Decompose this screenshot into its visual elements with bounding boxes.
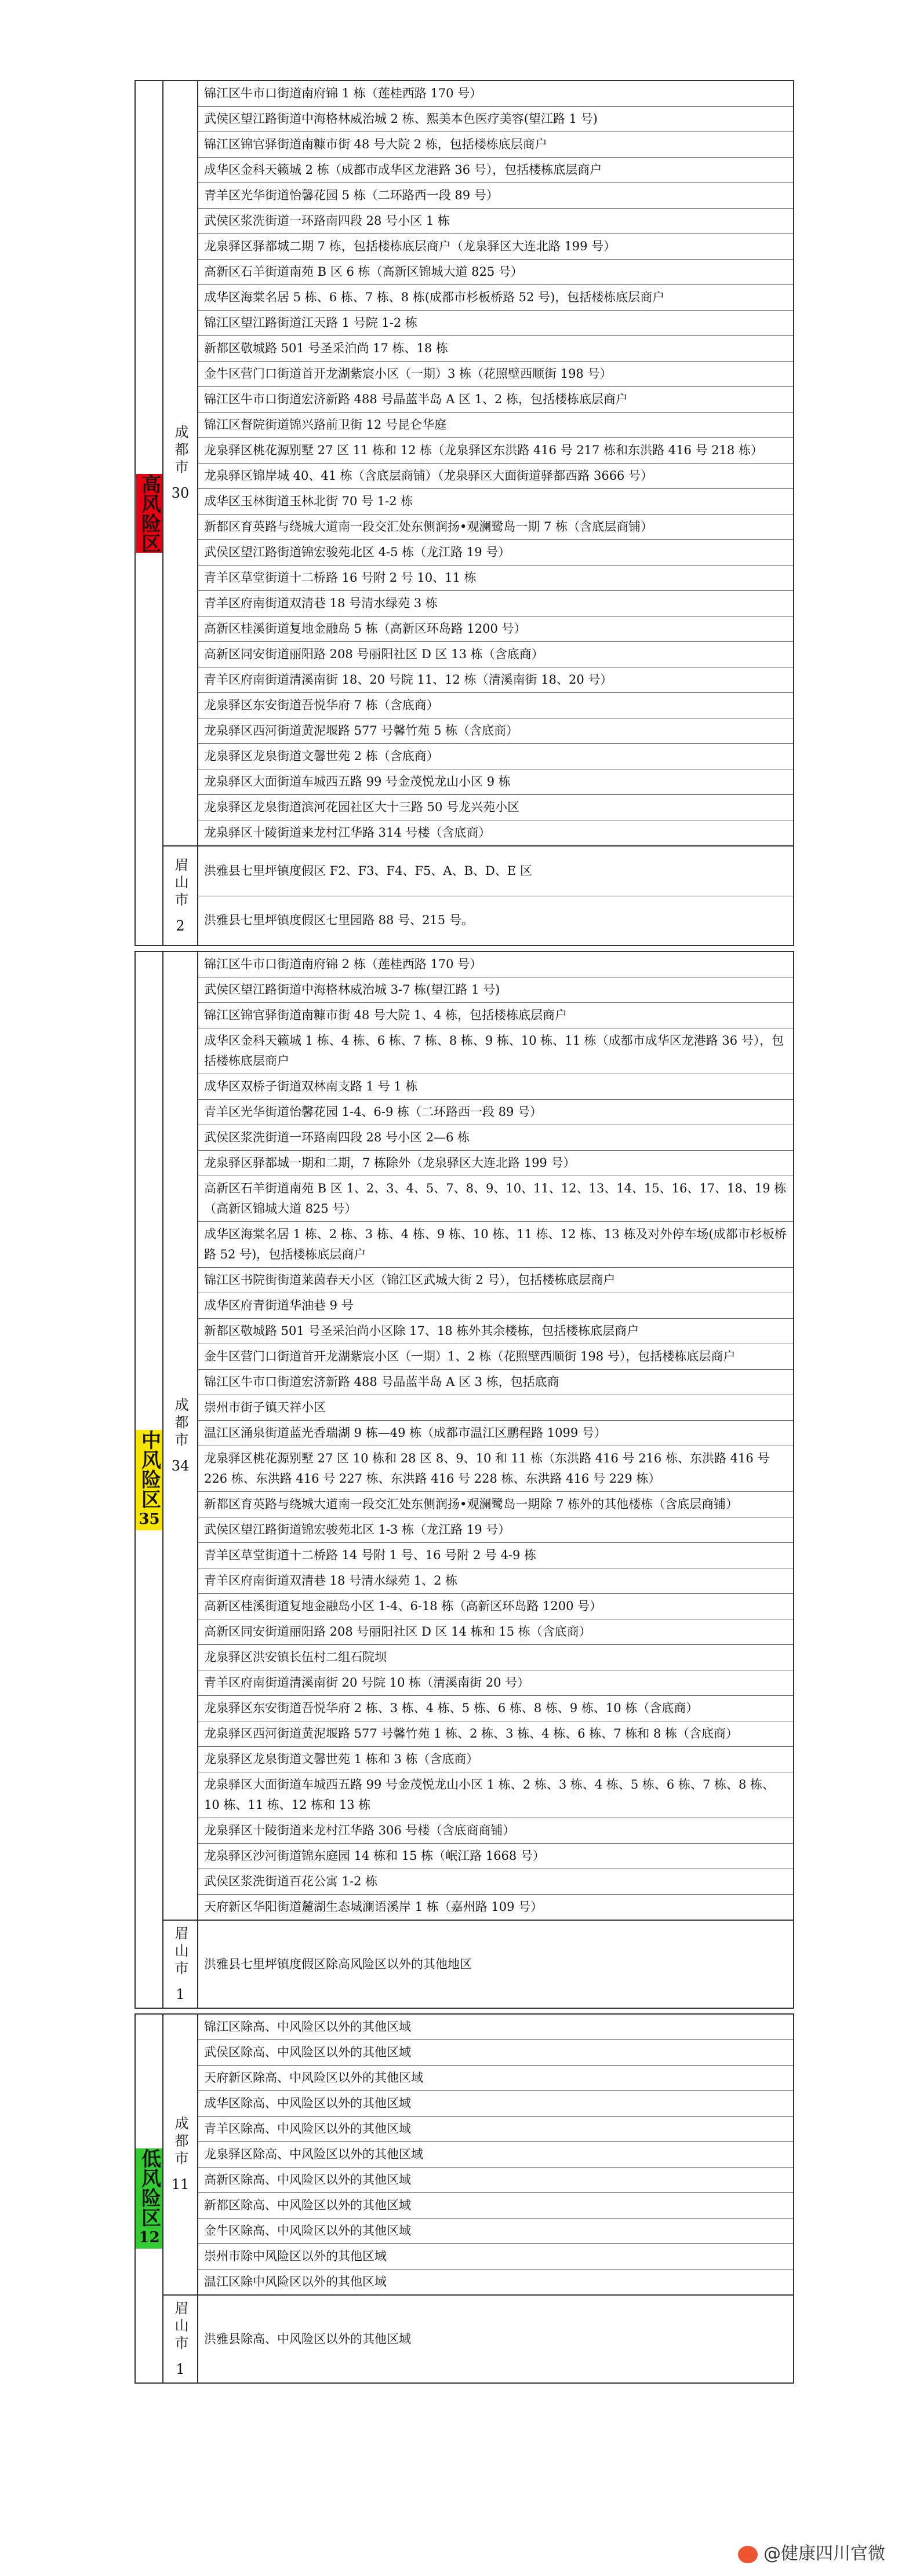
risk-level-text: 高风险区	[137, 473, 161, 553]
city-count: 1	[176, 2360, 185, 2377]
city-name: 成都市	[172, 425, 188, 477]
city-group	[162, 951, 794, 1920]
table-row: 武侯区浆洗街道百花公寓 1-2 栋	[198, 1869, 793, 1894]
city-count: 34	[171, 1457, 190, 1474]
city-group	[162, 2294, 794, 2384]
table-row: 锦江区牛市口街道宏济新路 488 号晶蓝半岛 A 区 3 栋，包括底商	[198, 1369, 793, 1395]
table-row: 锦江区书院街街道莱茵春天小区（锦江区武城大街 2 号），包括楼栋底层商户	[198, 1267, 793, 1293]
risk-level-cell	[134, 80, 162, 946]
table-row: 龙泉驿区西河街道黄泥堰路 577 号馨竹苑 1 栋、2 栋、3 栋、4 栋、6 栋、7 栋和 8 栋（含底商）	[198, 1721, 793, 1746]
risk-level-count: 35	[139, 1510, 160, 1528]
table-row: 成华区玉林街道玉林北街 70 号 1-2 栋	[198, 488, 793, 514]
table-row: 锦江区牛市口街道南府锦 2 栋（莲桂西路 170 号）	[204, 957, 482, 971]
table-row: 龙泉驿区十陵街道来龙村江华路 306 号楼（含底商商铺）	[198, 1818, 793, 1843]
table-row: 龙泉驿区西河街道黄泥堰路 577 号馨竹苑 5 栋（含底商）	[198, 718, 793, 743]
table-row: 高新区石羊街道南苑 B 区 6 栋（高新区锦城大道 825 号）	[198, 259, 793, 284]
city-name: 成都市	[172, 1397, 188, 1450]
table-row: 新都区育英路与绕城大道南一段交汇处东侧润扬•观澜鹭岛一期 7 栋（含底层商铺）	[198, 514, 793, 539]
table-row: 龙泉驿区十陵街道来龙村江华路 314 号楼（含底商）	[198, 820, 793, 845]
table-row: 青羊区府南街道双清巷 18 号清水绿苑 1、2 栋	[198, 1568, 793, 1593]
table-row: 青羊区草堂街道十二桥路 16 号附 2 号 10、11 栋	[198, 565, 793, 590]
risk-level-count: 12	[139, 2229, 160, 2246]
risk-level-text: 低风险区	[137, 2148, 161, 2227]
table-row: 锦江区督院街道锦兴路前卫街 12 号昆仑华庭	[198, 412, 793, 437]
city-group	[162, 1920, 794, 2009]
table-row: 青羊区府南街道双清巷 18 号清水绿苑 3 栋	[198, 590, 793, 616]
table-row: 青羊区除高、中风险区以外的其他区域	[198, 2116, 793, 2141]
table-row: 成华区双桥子街道双林南支路 1 号 1 栋	[198, 1074, 793, 1099]
table-row: 温江区除中风险区以外的其他区域	[198, 2269, 793, 2294]
table-row: 锦江区牛市口街道南府锦 1 栋（莲桂西路 170 号）	[204, 86, 482, 100]
city-count: 11	[171, 2176, 190, 2192]
risk-level-cell	[134, 2013, 162, 2384]
city-name: 眉山市	[172, 857, 188, 910]
table-row: 锦江区锦官驿街道南糠市街 48 号大院 1、4 栋，包括楼栋底层商户	[198, 1002, 793, 1028]
city-group	[162, 845, 794, 946]
table-row: 龙泉驿区龙泉街道文馨世苑 1 栋和 3 栋（含底商）	[198, 1746, 793, 1772]
table-row: 龙泉驿区龙泉街道滨河花园社区大十三路 50 号龙兴苑小区	[198, 794, 793, 820]
table-row: 金牛区营门口街道首开龙湖紫宸小区（一期）1、2 栋（花照壁西顺街 198 号），包括楼栋底层商户	[198, 1344, 793, 1369]
risk-level-label	[136, 474, 162, 553]
city-cell	[163, 846, 198, 945]
table-row: 锦江区除高、中风险区以外的其他区域	[204, 2020, 411, 2034]
table-row: 新都区育英路与绕城大道南一段交汇处东侧润扬•观澜鹭岛一期除 7 栋外的其他楼栋（含底层商铺）	[198, 1491, 793, 1517]
city-group	[162, 2013, 794, 2294]
table-row: 新都区敬城路 501 号圣采泊尚小区除 17、18 栋外其余楼栋，包括楼栋底层商户	[198, 1318, 793, 1344]
city-cell	[163, 2015, 198, 2294]
city-count: 1	[176, 1986, 185, 2002]
table-row: 金牛区营门口街道首开龙湖紫宸小区（一期）3 栋（花照壁西顺街 198 号）	[198, 361, 793, 386]
city-count: 30	[171, 485, 190, 501]
table-row: 武侯区除高、中风险区以外的其他区域	[198, 2039, 793, 2065]
table-row: 成华区金科天籁城 2 栋（成都市成华区龙港路 36 号），包括楼栋底层商户	[198, 157, 793, 183]
table-row: 龙泉驿区龙泉街道文馨世苑 2 栋（含底商）	[198, 743, 793, 769]
table-row: 龙泉驿区东安街道吾悦华府 7 栋（含底商）	[198, 692, 793, 718]
table-row: 崇州市街子镇天祥小区	[198, 1395, 793, 1420]
table-row: 武侯区浆洗街道一环路南四段 28 号小区 2—6 栋	[198, 1125, 793, 1150]
table-row: 天府新区除高、中风险区以外的其他区域	[198, 2065, 793, 2090]
table-row: 青羊区草堂街道十二桥路 14 号附 1 号、16 号附 2 号 4-9 栋	[198, 1542, 793, 1568]
table-row: 武侯区望江路街道锦宏骏苑北区 1-3 栋（龙江路 19 号）	[198, 1517, 793, 1542]
table-row: 成华区海棠名居 1 栋、2 栋、3 栋、4 栋、9 栋、10 栋、11 栋、12 栋、13 栋及对外停车场(成都市杉板桥路 52 号)，包括楼栋底层商户	[198, 1221, 793, 1267]
table-row: 洪雅县七里坪镇度假区七里园路 88 号、215 号。	[198, 896, 793, 946]
risk-block	[134, 951, 794, 2009]
table-row: 锦江区锦官驿街道南糠市街 48 号大院 2 栋，包括楼栋底层商户	[198, 132, 793, 157]
table-row: 龙泉驿区沙河街道锦东庭园 14 栋和 15 栋（岷江路 1668 号）	[198, 1843, 793, 1869]
weibo-watermark: @健康四川官微	[738, 2539, 885, 2564]
table-row: 龙泉驿区大面街道车城西五路 99 号金茂悦龙山小区 9 栋	[198, 769, 793, 794]
city-name: 眉山市	[172, 1925, 188, 1978]
table-row: 高新区同安街道丽阳路 208 号丽阳社区 D 区 14 栋和 15 栋（含底商）	[198, 1619, 793, 1644]
risk-block	[134, 2013, 794, 2384]
table-row: 锦江区牛市口街道宏济新路 488 号晶蓝半岛 A 区 1、2 栋，包括楼栋底层商户	[198, 386, 793, 412]
city-cell	[163, 1921, 198, 2008]
table-row: 成华区除高、中风险区以外的其他区域	[198, 2090, 793, 2116]
table-row: 洪雅县七里坪镇度假区 F2、F3、F4、F5、A、B、D、E 区	[204, 863, 532, 878]
table-row: 崇州市除中风险区以外的其他区域	[198, 2243, 793, 2269]
table-row: 天府新区华阳街道麓湖生态城澜语溪岸 1 栋（嘉州路 109 号）	[198, 1894, 793, 1920]
table-row: 成华区海棠名居 5 栋、6 栋、7 栋、8 栋(成都市杉板桥路 52 号)，包括楼栋底层商户	[198, 284, 793, 310]
risk-block	[134, 80, 794, 946]
table-row: 高新区桂溪街道复地金融岛小区 1-4、6-18 栋（高新区环岛路 1200 号）	[198, 1593, 793, 1619]
table-row: 高新区同安街道丽阳路 208 号丽阳社区 D 区 13 栋（含底商）	[198, 641, 793, 667]
city-cell	[163, 2296, 198, 2382]
risk-area-table	[134, 80, 794, 2384]
table-row: 武侯区望江路街道锦宏骏苑北区 4-5 栋（龙江路 19 号）	[198, 539, 793, 565]
table-row: 锦江区望江路街道江天路 1 号院 1-2 栋	[198, 310, 793, 335]
table-row: 高新区桂溪街道复地金融岛 5 栋（高新区环岛路 1200 号）	[198, 616, 793, 641]
city-cell	[163, 952, 198, 1920]
table-row: 龙泉驿区驿都城一期和二期，7 栋除外（龙泉驿区大连北路 199 号）	[198, 1150, 793, 1176]
city-cell	[163, 81, 198, 845]
table-row: 洪雅县七里坪镇度假区除高风险区以外的其他地区	[204, 1957, 472, 1971]
risk-level-text: 中风险区	[137, 1429, 161, 1509]
table-row: 龙泉驿区驿都城二期 7 栋，包括楼栋底层商户（龙泉驿区大连北路 199 号）	[198, 233, 793, 259]
table-row: 龙泉驿区洪安镇长伍村二组石院坝	[198, 1644, 793, 1670]
table-row: 龙泉驿区桃花源别墅 27 区 10 栋和 28 区 8、9、10 和 11 栋（东洪路 416 号 216 栋、东洪路 416 号 226 栋、东洪路 416 号 227 栋、东洪路 416 号 228 栋、东洪路 416 号 229 栋）	[198, 1446, 793, 1491]
city-group	[162, 80, 794, 845]
table-row: 成华区金科天籁城 1 栋、4 栋、6 栋、7 栋、8 栋、9 栋、10 栋、11 栋（成都市成华区龙港路 36 号），包括楼栋底层商户	[198, 1028, 793, 1074]
risk-level-label	[136, 2148, 162, 2249]
table-row: 龙泉驿区锦岸城 40、41 栋（含底层商铺）（龙泉驿区大面街道驿都西路 3666 号）	[198, 463, 793, 488]
city-name: 成都市	[172, 2116, 188, 2168]
table-row: 青羊区府南街道清溪南街 18、20 号院 11、12 栋（清溪南街 18、20 号）	[198, 667, 793, 692]
weibo-logo-icon	[738, 2546, 758, 2563]
table-row: 龙泉驿区大面街道车城西五路 99 号金茂悦龙山小区 1 栋、2 栋、3 栋、4 栋、5 栋、6 栋、7 栋、8 栋、10 栋、11 栋、12 栋和 13 栋	[198, 1772, 793, 1818]
risk-level-label	[136, 1430, 162, 1530]
table-row: 高新区除高、中风险区以外的其他区域	[198, 2167, 793, 2192]
table-row: 龙泉驿区桃花源别墅 27 区 11 栋和 12 栋（龙泉驿区东洪路 416 号 217 栋和东洪路 416 号 218 栋）	[198, 437, 793, 463]
table-row: 青羊区光华街道怡馨花园 1-4、6-9 栋（二环路西一段 89 号）	[198, 1099, 793, 1125]
city-count: 2	[176, 917, 185, 934]
table-row: 温江区涌泉街道蓝光香瑞湖 9 栋—49 栋（成都市温江区鹏程路 1099 号）	[198, 1420, 793, 1446]
table-row: 青羊区光华街道怡馨花园 5 栋（二环路西一段 89 号）	[198, 183, 793, 208]
table-row: 青羊区府南街道清溪南街 20 号院 10 栋（清溪南街 20 号）	[198, 1670, 793, 1695]
table-row: 成华区府青街道华油巷 9 号	[198, 1293, 793, 1318]
city-name: 眉山市	[172, 2300, 188, 2353]
table-row: 龙泉驿区东安街道吾悦华府 2 栋、3 栋、4 栋、5 栋、6 栋、8 栋、9 栋、10 栋（含底商）	[198, 1695, 793, 1721]
table-row: 龙泉驿区除高、中风险区以外的其他区域	[198, 2141, 793, 2167]
table-row: 武侯区望江路街道中海格林威治城 3-7 栋(望江路 1 号)	[198, 977, 793, 1002]
table-row: 洪雅县除高、中风险区以外的其他区域	[204, 2331, 411, 2346]
table-row: 高新区石羊街道南苑 B 区 1、2、3、4、5、7、8、9、10、11、12、13、14、15、16、17、18、19 栋（高新区锦城大道 825 号）	[198, 1176, 793, 1221]
table-row: 武侯区望江路街道中海格林威治城 2 栋、熙美本色医疗美容(望江路 1 号)	[198, 106, 793, 132]
table-row: 新都区除高、中风险区以外的其他区域	[198, 2192, 793, 2218]
table-row: 金牛区除高、中风险区以外的其他区域	[198, 2218, 793, 2243]
table-row: 武侯区浆洗街道一环路南四段 28 号小区 1 栋	[198, 208, 793, 233]
risk-level-cell	[134, 951, 162, 2009]
table-row: 新都区敬城路 501 号圣采泊尚 17 栋、18 栋	[198, 335, 793, 361]
